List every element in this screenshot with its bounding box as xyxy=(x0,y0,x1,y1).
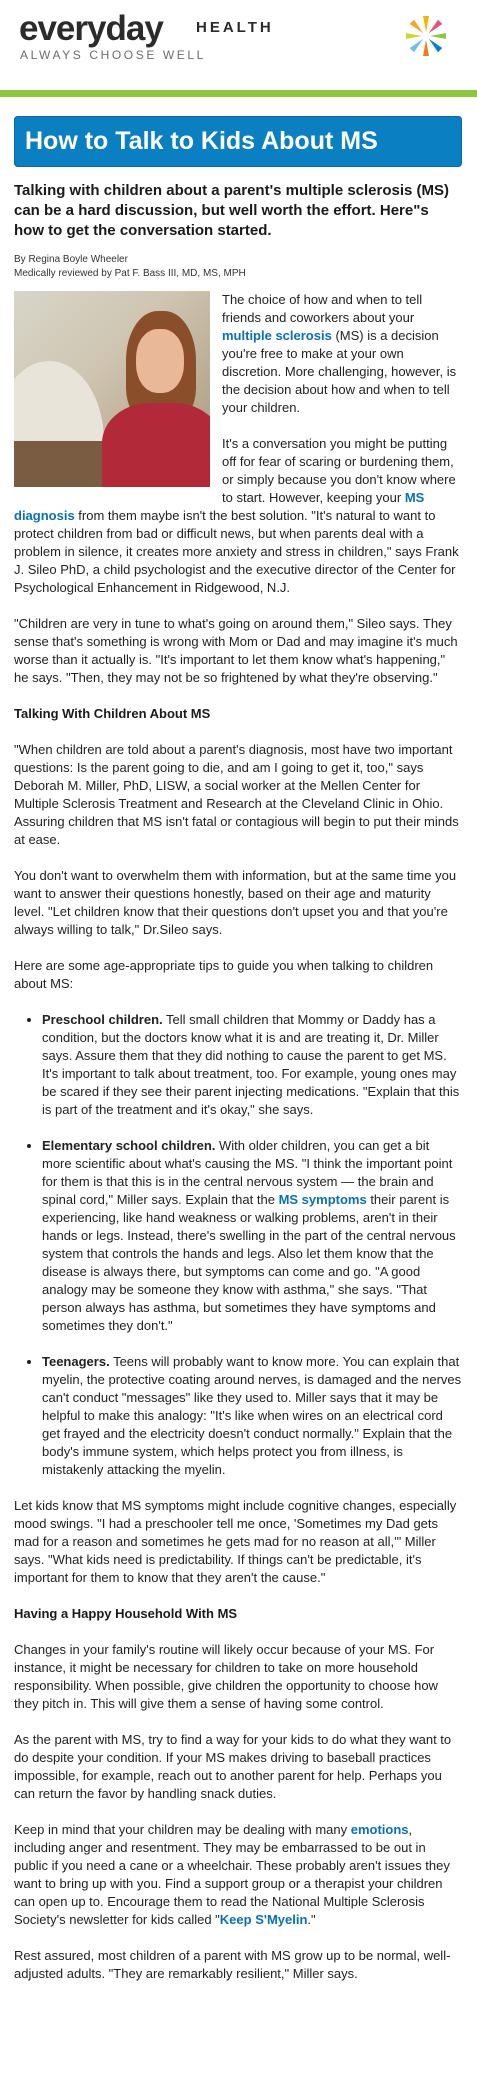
title-banner xyxy=(14,116,462,167)
emotions-link[interactable]: emotions xyxy=(350,1822,409,1837)
list-item: • Preschool children. Tell small children that Mommy or Daddy has a condition, but the doctors know what it is and are treating it, Dr. Miller says. Assure them that they did nothing to cause the parent to get MS. It's important to talk about treatment, too. For example, young ones may be scared if they see their parent injecting medications. "Explain that this is part of the treatment and it's okay," she says. xyxy=(42,1011,462,1119)
tips-list xyxy=(14,1011,462,1479)
section-heading-talking: Talking With Children About MS xyxy=(14,706,211,721)
paragraph-5: You don't want to overwhelm them with information, but at the same time you want to answer their questions honestly, based on their age and maturity level. "Let children know that their questions don't upset you and that you're always willing to talk," Dr.Sileo says. xyxy=(14,868,457,937)
keep-smyelin-link[interactable]: Keep S'Myelin xyxy=(219,1912,308,1927)
paragraph-8: Changes in your family's routine will likely occur because of your MS. For instance, it might be necessary for children to take on more household responsibility. When possible, give children the opportunity to choose how they pitch in. This will give them a sense of having some control. xyxy=(14,1642,438,1711)
ms-symptoms-link[interactable]: MS symptoms xyxy=(278,1192,367,1207)
article-title: How to Talk to Kids About MS xyxy=(25,127,378,155)
site-header xyxy=(0,0,477,62)
list-item: • Teenagers. Teens will probably want to know more. You can explain that myelin, the protective coating around nerves, is damaged and the nerves can't conduct "messages" like they used to. Miller says that it may be helpful to make this analogy: "It's like when wires on an electrical cord get frayed and the electricity doesn't conduct normally." Explain that the body's immune system, which helps protect you from illness, is mistakenly attacking the myelin. xyxy=(42,1353,462,1479)
multiple-sclerosis-link[interactable]: multiple sclerosis xyxy=(222,328,332,343)
header-divider xyxy=(0,90,477,97)
paragraph-4: "When children are told about a parent's diagnosis, most have two important questions: Is the parent going to die, and am I going to get it, too," says Deborah M. Miller, PhD, LISW, a social worker at the Mellen Center for Multiple Sclerosis Treatment and Research at the Cleveland Clinic in Ohio. Assuring children that MS isn't fatal or contagious will begin to put their minds at ease. xyxy=(14,742,459,847)
logo-wordmark[interactable]: everyday xyxy=(19,9,163,48)
paragraph-11: Rest assured, most children of a parent with MS grow up to be normal, well-adjusted adults. "They are remarkably resilient," Miller says. xyxy=(14,1948,451,1981)
paragraph-2: It's a conversation you might be putting off for fear of scaring or burdening them, or simply because you don't know where to start. However, keeping your MS diagnosis from them maybe isn't the best solution. "It's natural to want to protect children from bad or difficult news, but when parents deal with a problem in silence, it creates more anxiety and stress in children," says Frank J. Sileo PhD, a child psychologist and the executive director of the Center for Psychological Enhancement in Ridgewood, N.J. xyxy=(14,436,459,595)
logo-burst-icon xyxy=(398,6,458,66)
paragraph-6: Here are some age-appropriate tips to guide you when talking to children about MS: xyxy=(14,958,434,991)
article-intro: Talking with children about a parent's multiple sclerosis (MS) can be a hard discussion, but well worth the effort. Here"s how to get the conversation started. xyxy=(14,182,450,239)
section-heading-household: Having a Happy Household With MS xyxy=(14,1606,238,1621)
paragraph-3: "Children are very in tune to what's going on around them," Sileo says. They sense that's something is wrong with Mom or Dad and may imagine it's much worse than it actually is. "It's important to let them know what's happening," he says. "Then, they may not be so frightened by what they're observing." xyxy=(14,616,458,685)
logo-tagline: ALWAYS CHOOSE WELL xyxy=(20,48,206,62)
paragraph-10: Keep in mind that your children may be dealing with many emotions, including anger and resentment. They may be embarrassed to be out in public if you need a cane or a wheelchair. These probably aren't issues they want to bring up with you. Find a support group or a therapist your children can open up to. Encourage them to read the National Multiple Sclerosis Society's newsletter for kids called "Keep S'Myelin." xyxy=(14,1822,450,1927)
paragraph-1: The choice of how and when to tell friends and coworkers about your multiple sclerosis (MS) is a decision you're free to make at your own discretion. More challenging, however, is the decision about how and when to tell your children. xyxy=(222,292,457,415)
reviewer-byline: Medically reviewed by Pat F. Bass III, MD, MS, MPH xyxy=(14,268,246,279)
paragraph-7: Let kids know that MS symptoms might include cognitive changes, especially mood swings. "I had a preschooler tell me once, 'Sometimes my Dad gets mad for a reason and sometimes he gets mad for no reason at all,'" Miller says. "What kids need is predictability. If things can't be predictable, it's important for them to know that they aren't the cause." xyxy=(14,1498,457,1585)
ms-diagnosis-link[interactable]: MS diagnosis xyxy=(14,490,425,523)
logo-health[interactable]: HEALTH xyxy=(196,19,274,36)
author-byline: By Regina Boyle Wheeler xyxy=(14,254,128,265)
paragraph-9: As the parent with MS, try to find a way for your kids to do what they want to do despite your condition. If your MS makes driving to baseball practices impossible, for example, reach out to another parent for help. Perhaps you can return the favor by handling snack duties. xyxy=(14,1732,452,1801)
article-body xyxy=(14,181,462,2001)
list-item: • Elementary school children. With older children, you can get a bit more scientific about what's causing the MS. "I think the important point for them is that this is in the central nervous system — the brain and spinal cord," Miller says. Explain that the MS symptoms their parent is experiencing, like hand weakness or walking problems, aren't in their hands or legs. Instead, there's swelling in the part of the central nervous system that controls the hands and legs. Also let them know that the disease is always there, but symptoms can come and go. "A good analogy may be someone they know with asthma," she says. "That person always has asthma, but sometimes they have symptoms and sometimes they don't." xyxy=(42,1137,462,1335)
article-photo xyxy=(14,291,210,487)
